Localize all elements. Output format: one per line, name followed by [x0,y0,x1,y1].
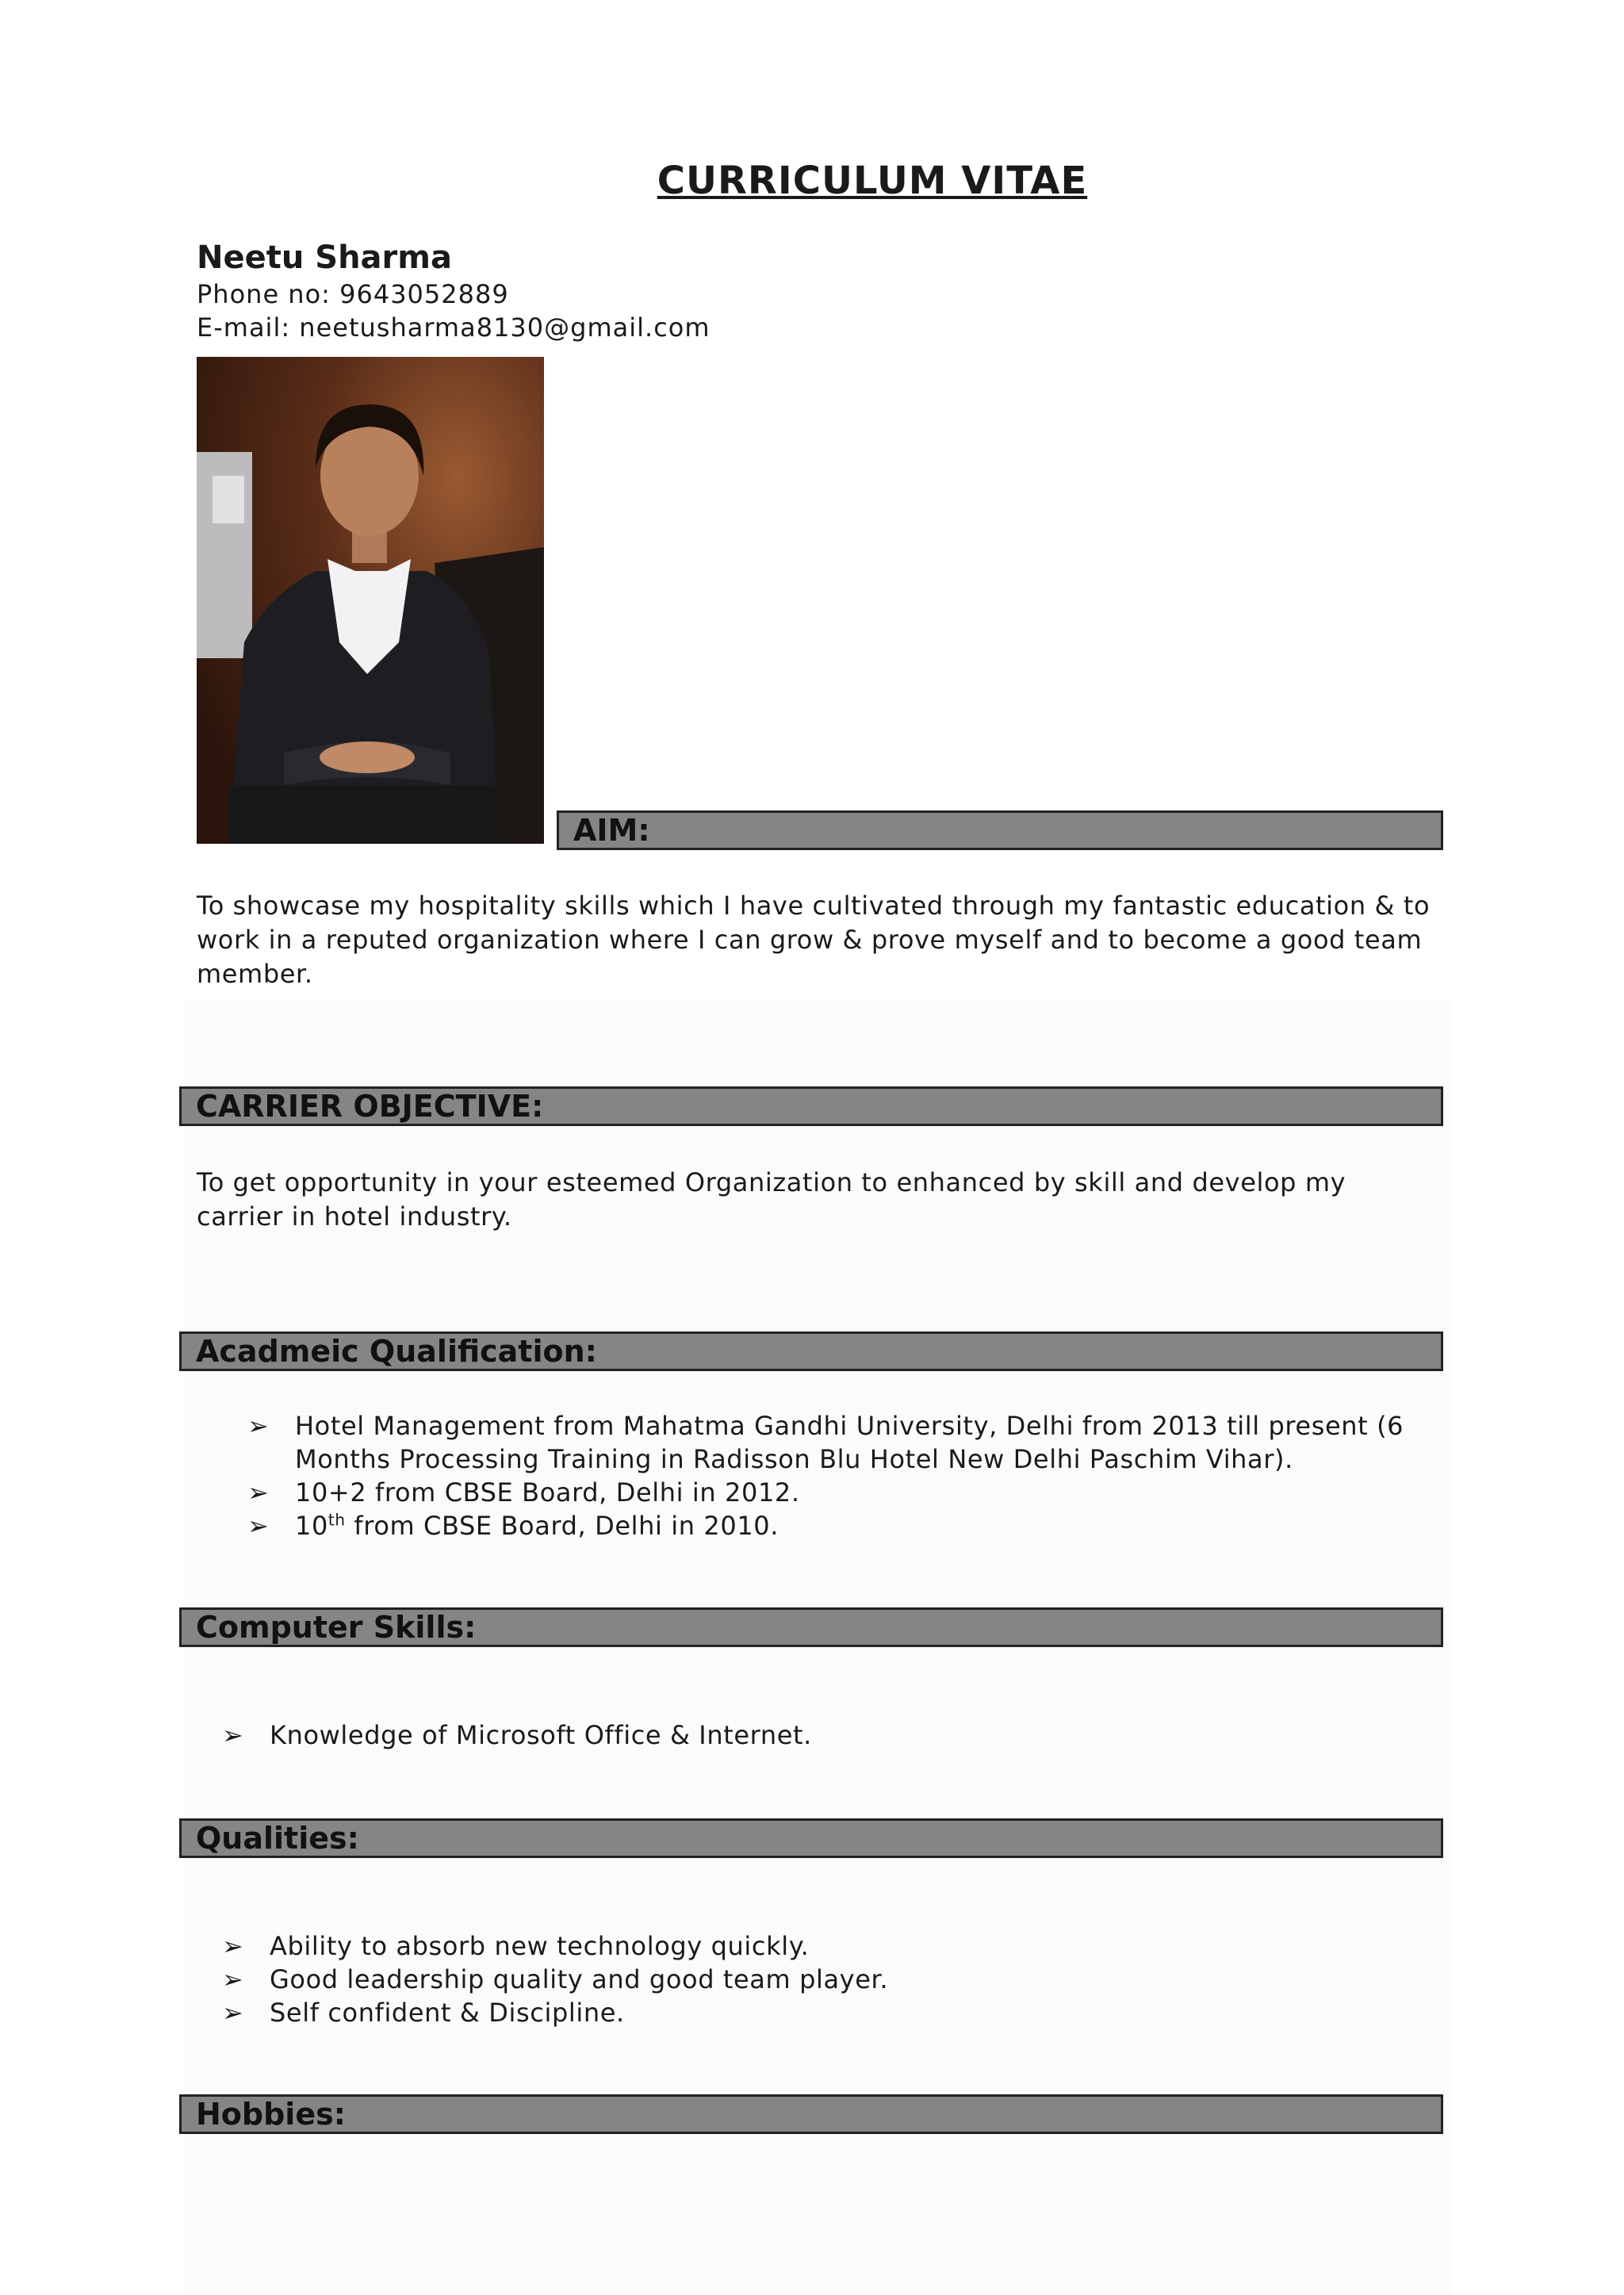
bullet-arrow-icon: ➢ [222,1964,244,1994]
page-title: CURRICULUM VITAE [657,159,1088,203]
bullet-arrow-icon: ➢ [247,1511,270,1541]
section-heading-academic: Acadmeic Qualification: [179,1331,1443,1371]
academic-item-2: 10+2 from CBSE Board, Delhi in 2012. [295,1477,800,1508]
list-item [247,1476,1437,1509]
section-heading-aim: AIM: [557,810,1443,850]
aim-text: To showcase my hospitality skills which I have cultivated through my fantastic education & to work in a reputed organization where I can grow & prove myself and to become a good team member. [197,891,1431,989]
section-heading-objective: CARRIER OBJECTIVE: [179,1086,1443,1126]
computer-item-1: Knowledge of Microsoft Office & Internet. [270,1720,812,1750]
section-heading-qualities: Qualities: [179,1818,1443,1858]
candidate-name: Neetu Sharma [197,239,452,276]
section-heading-hobbies: Hobbies: [179,2094,1443,2134]
qualities-list [222,1929,1411,2029]
academic-list [247,1409,1437,1542]
quality-item-1: Ability to absorb new technology quickly. [270,1931,810,1961]
list-item [247,1409,1437,1476]
objective-text: To get opportunity in your esteemed Organization to enhanced by skill and develop my carrier in hotel industry. [197,1167,1346,1232]
bullet-arrow-icon: ➢ [222,1931,244,1961]
quality-item-2: Good leadership quality and good team player. [270,1964,889,1994]
academic-item-3-suffix: th [327,1510,346,1530]
section-heading-computer: Computer Skills: [179,1607,1443,1647]
academic-item-1: Hotel Management from Mahatma Gandhi University, Delhi from 2013 till present (6 Months Processing Training in Radisson Blu Hotel New Delhi Paschim Vihar). [295,1411,1404,1474]
list-item [247,1509,1437,1542]
bullet-arrow-icon: ➢ [247,1411,270,1441]
list-item [222,1718,1411,1752]
list-item [222,1929,1411,1963]
computer-list [222,1718,1411,1752]
academic-item-3-number: 10 [295,1511,328,1541]
bullet-arrow-icon: ➢ [222,1998,244,2028]
bullet-arrow-icon: ➢ [222,1720,244,1750]
list-item [222,1963,1411,1996]
academic-item-3-text: from CBSE Board, Delhi in 2010. [354,1511,779,1541]
quality-item-3: Self confident & Discipline. [270,1998,625,2028]
bullet-arrow-icon: ➢ [247,1477,270,1508]
phone-number: Phone no: 9643052889 [197,279,509,309]
profile-photo [197,357,544,844]
list-item [222,1996,1411,2029]
email-address: E-mail: neetusharma8130@gmail.com [197,312,710,343]
